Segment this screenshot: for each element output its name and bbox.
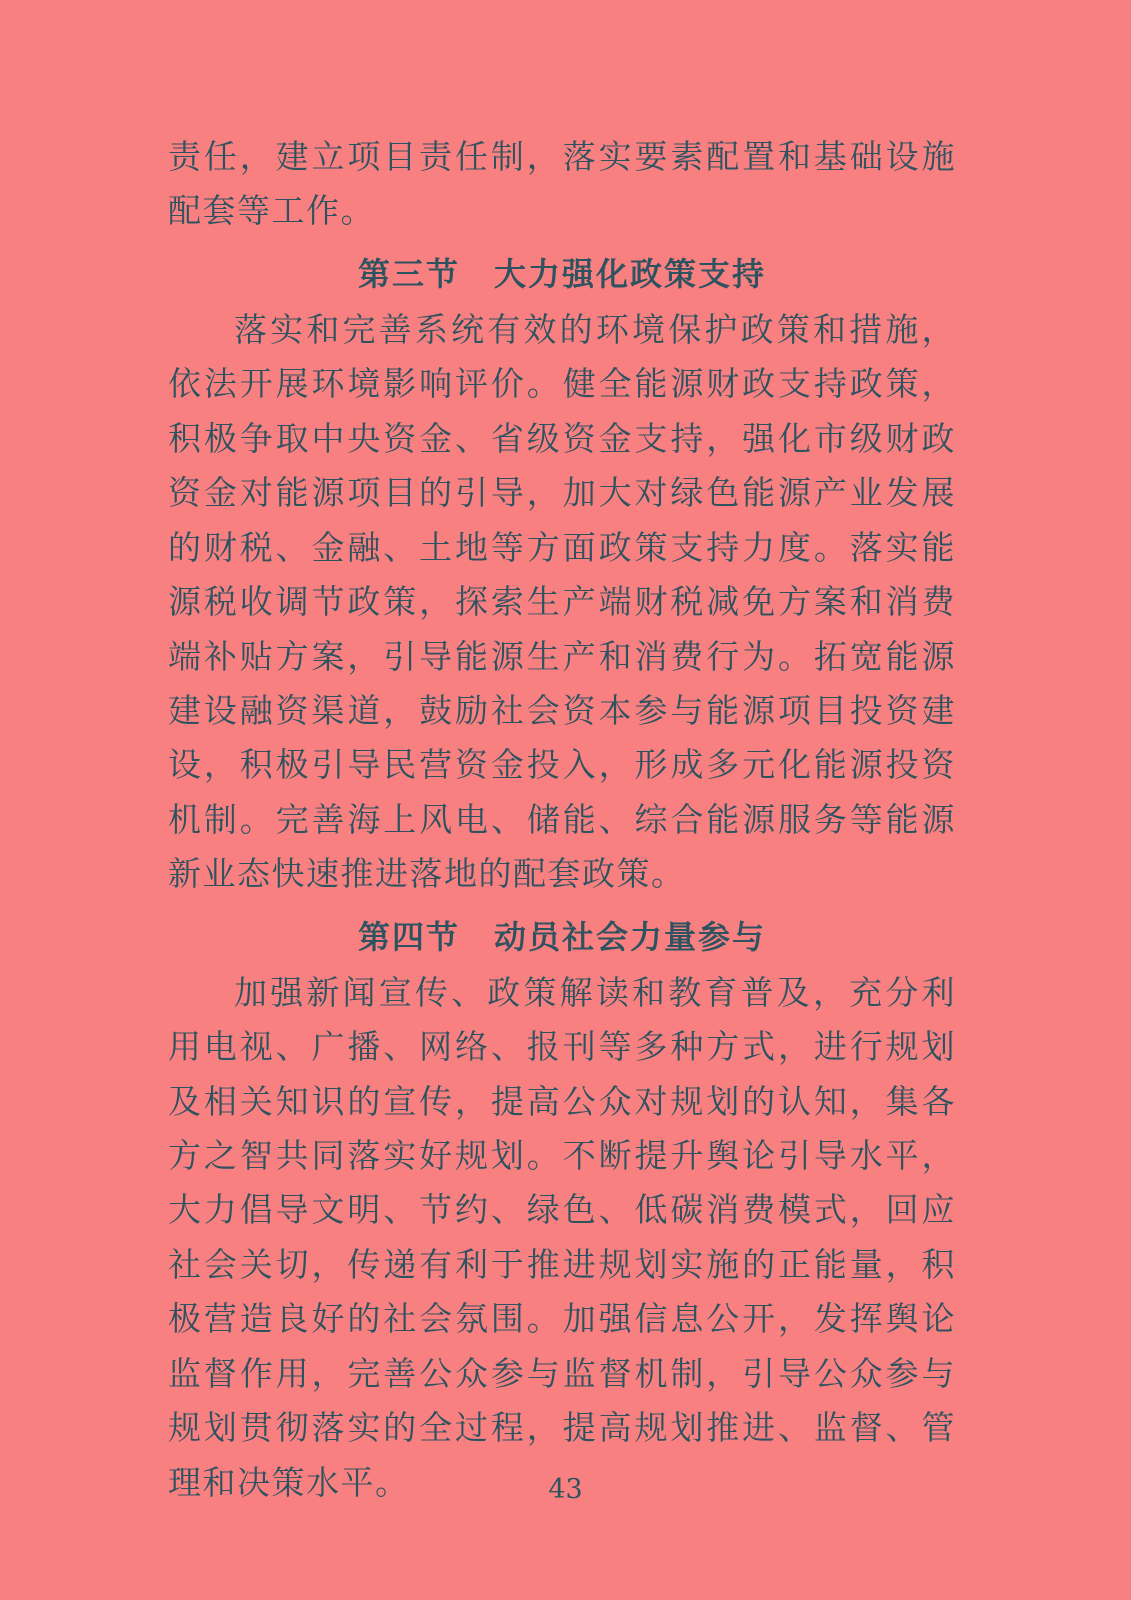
paragraph-social-participation: 加强新闻宣传、政策解读和教育普及，充分利用电视、广播、网络、报刊等多种方式，进行规划及相关知识的宣传，提高公众对规划的认知，集各方之智共同落实好规划。不断提升舆论引导水平，大力倡导文明、节约、绿色、低碳消费模式，回应社会关切，传递有利于推进规划实施的正能量，积极营造良好的社会氛围。加强信息公开，发挥舆论监督作用，完善公众参与监督机制，引导公众参与规划贯彻落实的全过程，提高规划推进、监督、管理和决策水平。 <box>168 972 956 1502</box>
section-heading-three <box>168 249 956 295</box>
section-heading-three-title: 大力强化政策支持 <box>494 254 767 293</box>
paragraph-responsibility: 责任，建立项目责任制，落实要素配置和基础设施配套等工作。 <box>168 137 956 231</box>
section-heading-three-label: 第三节 <box>357 254 460 293</box>
section-heading-four <box>168 912 956 958</box>
section-heading-four-label: 第四节 <box>357 917 460 956</box>
paragraph-policy-support: 落实和完善系统有效的环境保护政策和措施，依法开展环境影响评价。健全能源财政支持政策，积极争取中央资金、省级资金支持，强化市级财政资金对能源项目的引导，加大对绿色能源产业发展的财税、金融、土地等方面政策支持力度。落实能源税收调节政策，探索生产端财税减免方案和消费端补贴方案，引导能源生产和消费行为。拓宽能源建设融资渠道，鼓励社会资本参与能源项目投资建设，积极引导民营资金投入，形成多元化能源投资机制。完善海上风电、储能、综合能源服务等能源新业态快速推进落地的配套政策。 <box>168 309 956 894</box>
page-number: 43 <box>548 1474 583 1505</box>
section-heading-four-title: 动员社会力量参与 <box>494 917 767 956</box>
